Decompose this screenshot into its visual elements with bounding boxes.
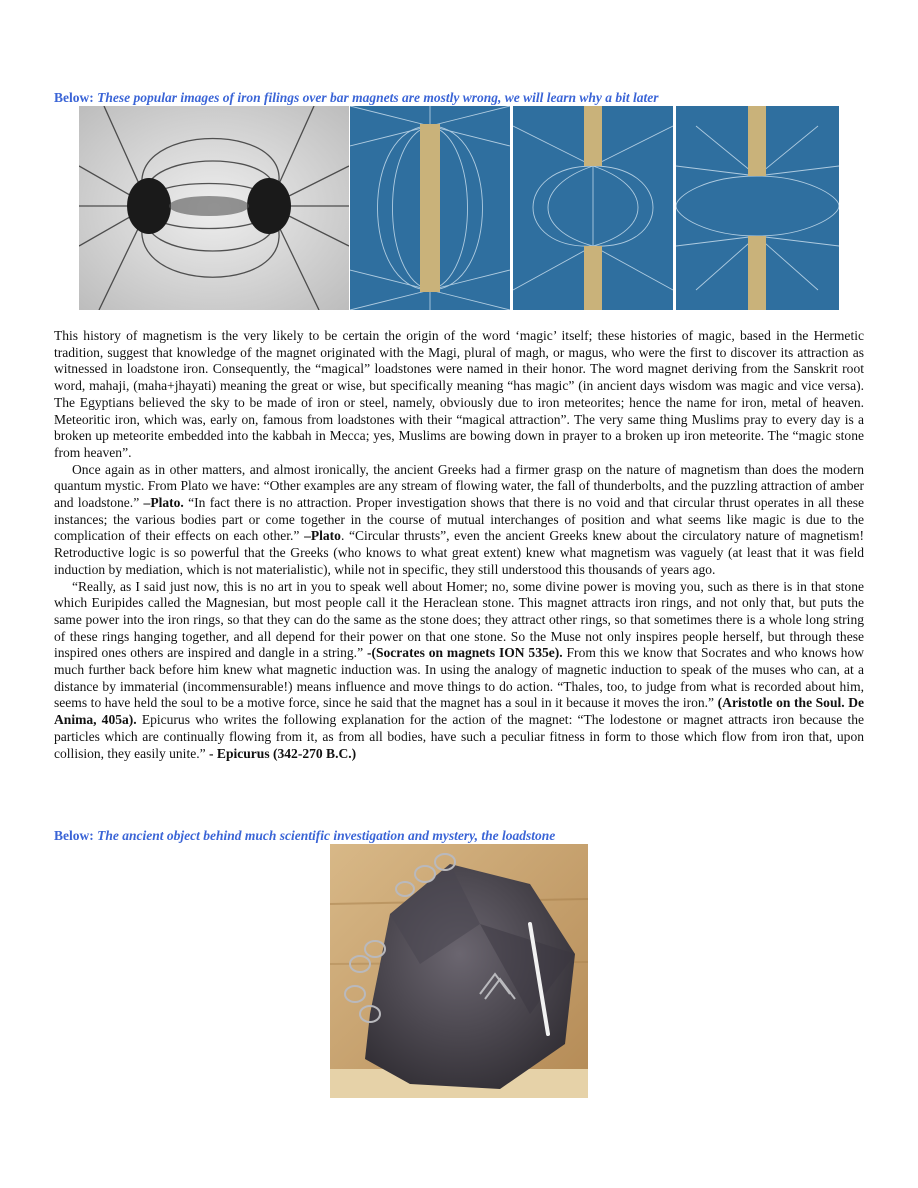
paragraph-3 <box>54 579 864 763</box>
two-bar-magnets-opposite-poles <box>513 106 673 310</box>
two-bar-magnets-like-poles <box>676 106 839 310</box>
magnet-figures-row <box>79 106 839 310</box>
paragraph-2 <box>54 462 864 579</box>
paragraph-2-text-a: Once again as in other matters, and almost ironically, the ancient Greeks had a firmer grasp on the nature of magnetism than does the modern quantum mystic. From Plato we have: “Other examples are any stream of flowing water, the fall of thunderbolts, and the puzzling attraction of amber and loadstone.” <box>54 461 864 511</box>
paragraph-2-cite-plato-b: –Plato <box>304 528 341 544</box>
paragraph-2-text-c: . “Circular thrusts”, even the ancient Greeks knew about the circulatory nature of magnetism! Retroductive logic is so powerful that the Greeks (who knows to what great extent) knew what magnetism was vaguely (at least that it was field induction by mediation, which is not materialistic), while not in specific, they still understood this thousands of years ago. <box>54 528 864 577</box>
paragraph-1-text: This history of magnetism is the very likely to be certain the origin of the word ‘magic’ itself; these histories of magic, based in the Hermetic tradition, suggest that knowledge of the magnet originated with the Magi, plural of magh, or magus, who were the first to discover its attraction as witnessed in loadstone iron. Consequently, the “magical” loadstones were named in their honor. The word magnet deriving from the Sanskrit root word, mahaji, (maha+jhayati) meaning the great or wise, but specifically meaning “has magic” (in ancient days wisdom was magic and vice versa). The Egyptians believed the sky to be made of iron or steel, namely, obviously due to iron meteorites; hence the name for iron, metal of heaven. Meteoritic iron, which was, early on, famous from loadstones with their “magical attraction”. The very same thing Muslims pray to every day is a broken up meteorite embedded into the kabbah in Mecca; yes, Muslims are bowing down in prayer to a broken up iron meteorite. The “magic stone from heaven”. <box>54 328 864 460</box>
article-body <box>54 328 864 762</box>
loadstone-photo <box>330 844 588 1098</box>
paragraph-3-text-a: “Really, as I said just now, this is no art in you to speak well about Homer; no, some divine power is moving you, such as there is in that stone which Euripides called the Magnesian, but most people call it the Heraclean stone. This magnet attracts iron rings, and not only that, but puts the same power into the iron rings, so that they can do the same as the stone does; they attract other rings, so that sometimes there is a whole long string of these rings hanging together, and all depend for their power on that one stone. So the Muse not only inspires people herself, but through these inspired ones others are inspired and dangle in a string.” <box>54 578 864 661</box>
paragraph-3-cite-epicurus: - Epicurus (342-270 B.C.) <box>209 745 357 761</box>
paragraph-3-text-c: Epicurus who writes the following explanation for the action of the magnet: “The lodestone or magnet attracts iron because the particles which are continually flowing from it, as from all bodies, have such a peculiar fitness in form to those which flow from iron that, upon collision, they easily unite.” <box>54 712 864 761</box>
caption-top <box>54 90 659 106</box>
paragraph-3-cite-aristotle: (Aristotle on the Soul. De Anima, 405a). <box>54 695 865 728</box>
iron-filings-photo <box>79 106 349 310</box>
caption-top-text: These popular images of iron filings over bar magnets are mostly wrong, we will learn why a bit later <box>97 90 659 105</box>
paragraph-2-cite-plato-a: –Plato. <box>143 495 184 511</box>
paragraph-3-cite-socrates: -(Socrates on magnets ION 535e). <box>366 645 563 661</box>
paragraph-3-text-b: From this we know that Socrates and who knows how much further back before him knew what magnetic induction was. In using the analogy of magnetic induction to speak of the muses who can, at a distance by immaterial (incommensurable!) means influence and move things to do action. “Thales, too, to judge from what is recorded about him, seems to have held the soul to be a motive force, since he said that the magnet has a soul in it because it moves the iron.” <box>54 645 864 711</box>
caption-bottom-text: The ancient object behind much scientific investigation and mystery, the loadstone <box>97 828 556 843</box>
vertical-bar-magnet-filings <box>350 106 510 310</box>
caption-top-lead: Below: <box>54 90 94 105</box>
caption-bottom <box>54 828 555 844</box>
paragraph-1 <box>54 328 864 462</box>
paragraph-2-text-b: “In fact there is no attraction. Proper investigation shows that there is no void and that circular thrust operates in all these instances; the various bodies part or come together in the course of mutual interchanges of position and what seems like magic is due to the complication of their effects on each other.” <box>54 495 865 544</box>
caption-bottom-lead: Below: <box>54 828 94 843</box>
